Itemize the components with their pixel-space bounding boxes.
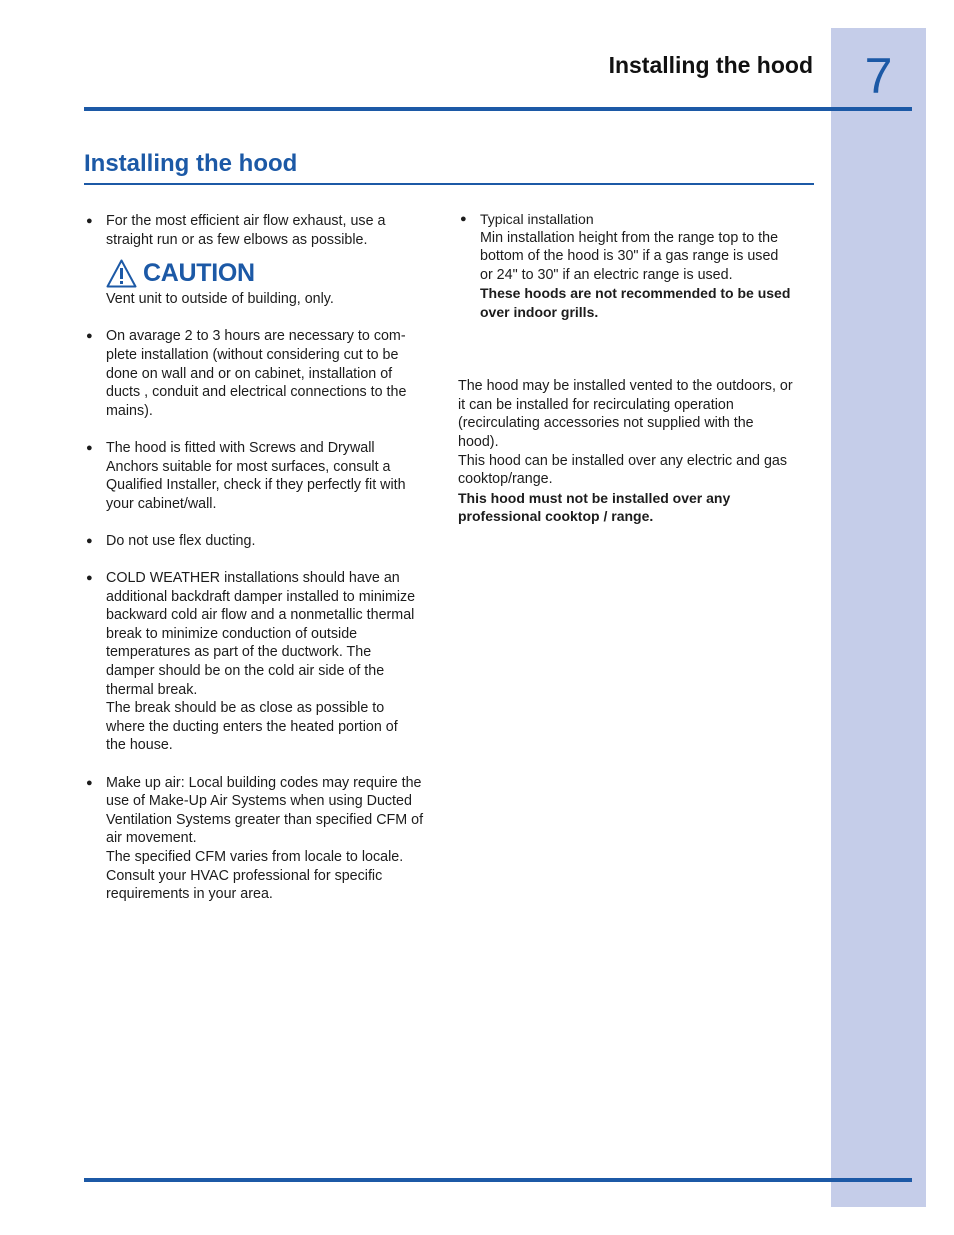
right-column — [458, 210, 816, 526]
line: The hood is fitted with Screws and Drywall — [106, 439, 375, 456]
bullet-icon: ● — [86, 776, 93, 789]
section-heading: Installing the hood — [84, 150, 298, 177]
line: This hood can be installed over any electric and gas — [458, 452, 788, 469]
footer-rule — [84, 1178, 912, 1182]
line: Consult your HVAC professional for specific — [106, 867, 383, 884]
bullet-icon: ● — [86, 215, 93, 227]
warning-triangle-icon — [106, 259, 137, 288]
line: For the most efficient air flow exhaust, use a — [106, 213, 386, 229]
line: plete installation (without considering cut to be — [106, 346, 399, 363]
line: where the ducting enters the heated portion of — [106, 718, 398, 735]
line: Do not use flex ducting. — [106, 532, 256, 549]
line: mains). — [106, 402, 153, 419]
list-item — [84, 327, 440, 420]
typical-installation-title: Typical installation — [480, 211, 594, 227]
list-item — [84, 532, 440, 551]
warning-line: This hood must not be installed over any — [458, 489, 731, 506]
line: or 24" to 30" if an electric range is used. — [480, 266, 733, 283]
line: The specified CFM varies from locale to locale. — [106, 849, 404, 865]
warning-line: professional cooktop / range. — [458, 508, 654, 525]
line: (recirculating accessories not supplied with the — [458, 415, 754, 432]
line: ducts , conduit and electrical connections to the — [106, 384, 407, 401]
bullet-icon: ● — [86, 330, 93, 343]
bullet-icon: ● — [86, 441, 93, 454]
spacer — [458, 340, 816, 377]
caution-label: CAUTION — [143, 258, 255, 287]
caution-text: Vent unit to outside of building, only. — [106, 291, 334, 308]
line: air movement. — [106, 830, 197, 847]
line: Ventilation Systems greater than specified CFM of — [106, 811, 424, 828]
side-tab — [831, 28, 926, 1207]
line: Make up air: Local building codes may require the — [106, 774, 422, 791]
list-item — [84, 439, 440, 513]
line: COLD WEATHER installations should have an — [106, 570, 400, 587]
line: additional backdraft damper installed to minimize — [106, 588, 416, 605]
line: requirements in your area. — [106, 886, 273, 903]
list-item — [84, 212, 440, 309]
line: backward cold air flow and a nonmetallic thermal — [106, 607, 415, 624]
line: cooktop/range. — [458, 471, 553, 488]
line: Qualified Installer, check if they perfectly fit with — [106, 477, 406, 494]
list-item — [84, 569, 440, 755]
line: bottom of the hood is 30" if a gas range is used — [480, 248, 779, 265]
line: thermal break. — [106, 681, 198, 698]
line: The break should be as close as possible to — [106, 700, 385, 717]
bullet-icon: ● — [460, 213, 467, 225]
left-column — [84, 212, 440, 922]
warning-line: over indoor grills. — [480, 303, 599, 320]
line: damper should be on the cold air side of the — [106, 663, 385, 680]
line: Min installation height from the range top to the — [480, 229, 779, 246]
line: done on wall and or on cabinet, installation of — [106, 365, 393, 382]
running-title: Installing the hood — [608, 52, 813, 78]
line: straight run or as few elbows as possible. — [106, 231, 368, 248]
section-rule — [84, 183, 814, 185]
header-rule — [84, 107, 912, 111]
paragraph — [458, 377, 816, 526]
line: use of Make-Up Air Systems when using Ducted — [106, 793, 412, 810]
warning-line: These hoods are not recommended to be used — [480, 285, 791, 302]
line: it can be installed for recirculating operation — [458, 396, 734, 413]
caution-callout — [106, 257, 440, 289]
line: break to minimize conduction of outside — [106, 625, 358, 642]
line: The hood may be installed vented to the outdoors, or — [458, 378, 793, 395]
list-item — [458, 210, 816, 322]
line: hood). — [458, 433, 499, 450]
bullet-icon: ● — [86, 534, 93, 547]
line: On avarage 2 to 3 hours are necessary to com- — [106, 328, 406, 345]
line: temperatures as part of the ductwork. The — [106, 644, 372, 661]
line: Anchors suitable for most surfaces, consult a — [106, 458, 391, 475]
line: your cabinet/wall. — [106, 495, 217, 512]
page-number: 7 — [864, 48, 893, 104]
bullet-icon: ● — [86, 572, 93, 585]
list-item — [84, 774, 440, 904]
line: the house. — [106, 737, 173, 754]
